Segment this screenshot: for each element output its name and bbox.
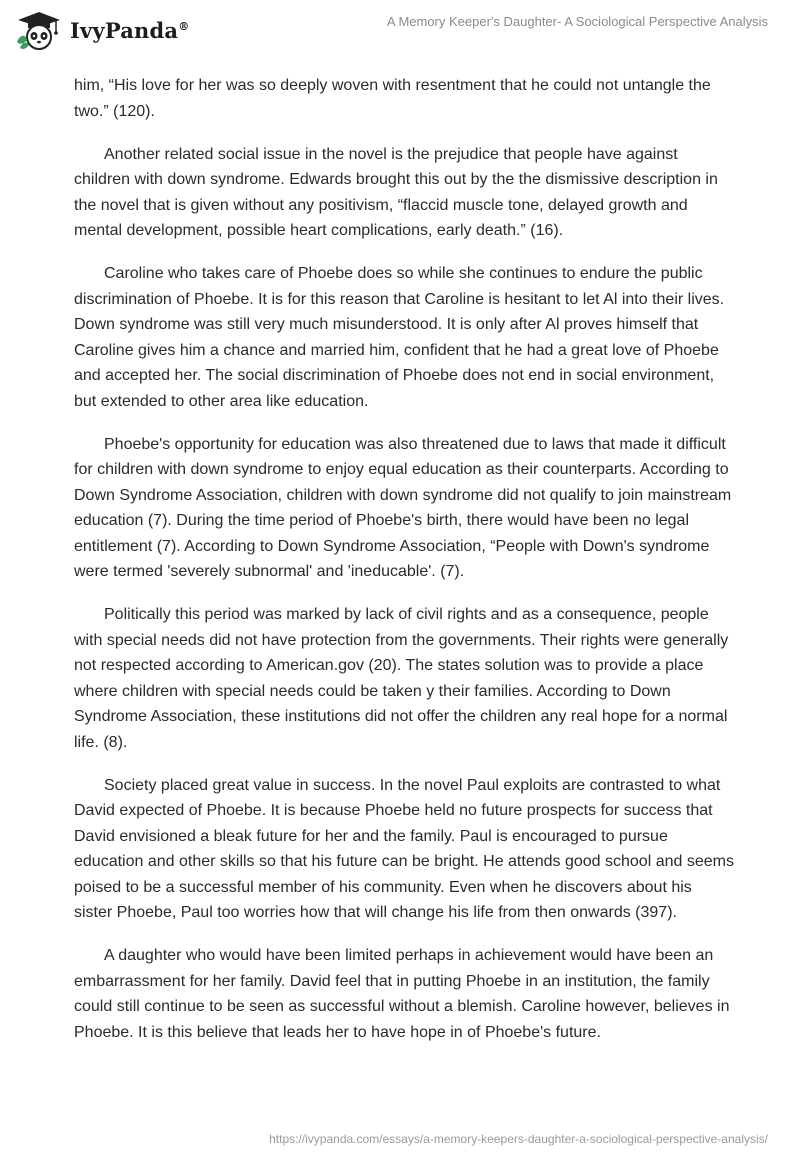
paragraph: Phoebe's opportunity for education was also threatened due to laws that made it difficult for children with down syndrome to enjoy equal education as their counterparts. According to Down Syndrome Association, children with down syndrome did not qualify to join mainstream education (7). During the time period of Phoebe's birth, there would have been no legal entitlement (7). According to Down Syndrome Association, “People with Down's syndrome were termed 'severely subnormal' and 'ineducable'. (7). (74, 435, 732, 580)
source-url[interactable]: https://ivypanda.com/essays/a-memory-keepers-daughter-a-sociological-perspective-analysis/ (269, 1132, 768, 1146)
paragraph: Another related social issue in the novel is the prejudice that people have against children with down syndrome. Edwards brought this out by the the dismissive description in the novel that is given without any positivism, “flaccid muscle tone, delayed growth and mental development, possible heart complications, early death.” (16). (74, 145, 718, 239)
panda-logo-icon (14, 10, 64, 50)
paragraph: Caroline who takes care of Phoebe does so while she continues to endure the public discrimination of Phoebe. It is for this reason that Caroline is hesitant to let Al into their lives. Down syndrome was still very much misunderstood. It is only after Al proves himself that Caroline gives him a chance and married him, confident that he had a great love of Phoebe and accepted her. The social discrimination of Phoebe does not end in social environment, but extended to other area like education. (74, 265, 725, 410)
paragraph: him, “His love for her was so deeply woven with resentment that he could not untangle the two.” (120). (74, 77, 711, 120)
paragraph: Politically this period was marked by lack of civil rights and as a consequence, people with special needs did not have protection from the governments. Their rights were generally not respected according to American.gov (20). The states solution was to provide a place where children with special needs could be taken y their families. According to Down Syndrome Association, these institutions did not offer the children any real hope for a normal life. (8). (74, 606, 729, 751)
essay-body (74, 73, 734, 1063)
brand-logo[interactable] (14, 10, 189, 50)
brand-name: IvyPanda® (70, 17, 190, 43)
paragraph: A daughter who would have been limited perhaps in achievement would have been an embarrassment for her family. David feel that in putting Phoebe in an institution, the family could still continue to be seen as successful without a blemish. Caroline however, believes in Phoebe. It is this believe that leads her to have hope in of Phoebe's future. (74, 947, 730, 1041)
document-title: A Memory Keeper's Daughter- A Sociological Perspective Analysis (386, 14, 768, 29)
page-header (0, 0, 800, 64)
paragraph: Society placed great value in success. In the novel Paul exploits are contrasted to what David expected of Phoebe. It is because Phoebe held no future prospects for success that David envisioned a bleak future for her and the family. Paul is encouraged to pursue education and other skills so that his future can be bright. He attends good school and seems poised to be a successful member of his community. Even when he discovers about his sister Phoebe, Paul too worries how that will change his life from then onwards (397). (74, 776, 734, 921)
